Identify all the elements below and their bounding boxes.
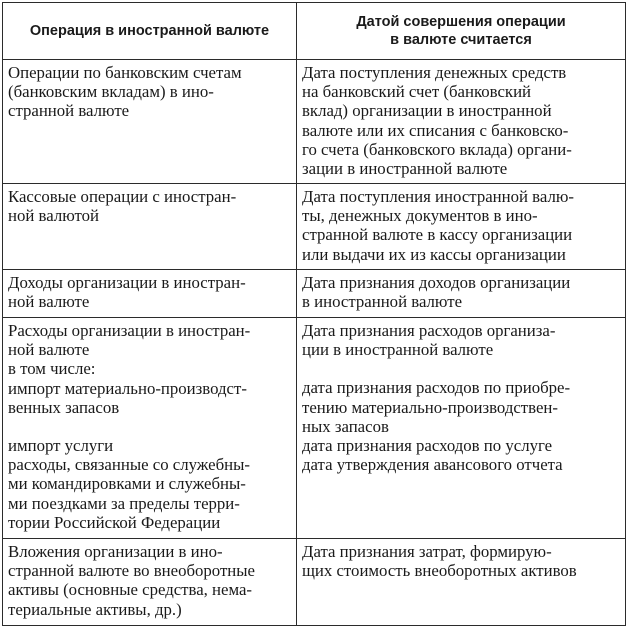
table-header-row [3, 3, 626, 60]
date-text-line: го счета (банковского вклада) органи- [302, 139, 572, 159]
operation-text-line: импорт услуги [8, 436, 114, 456]
operation-text-line: Вложения организации в ино- [8, 542, 223, 561]
operation-text-line: ной валюте [8, 340, 90, 360]
operation-text-line: импорт материально-производст- [8, 378, 247, 398]
date-text-line: ции в иностранной валюте [302, 340, 494, 360]
date-text-line: Дата поступления денежных средств [302, 63, 567, 82]
currency-operations-table [2, 2, 626, 626]
date-text-line: или выдачи их из кассы организации [302, 244, 566, 264]
header-date-line2: в валюте считается [390, 32, 532, 48]
table-row [3, 318, 626, 539]
date-text-line: вклад) организации в иностранной [302, 101, 552, 121]
operation-text-line: активы (основные средства, нема- [8, 580, 253, 600]
date-cell [297, 60, 626, 184]
date-text-line: Дата признания затрат, формирую- [302, 542, 552, 561]
operation-text-line: странной валюте [8, 101, 130, 121]
operation-cell [3, 60, 297, 184]
operation-cell [3, 318, 297, 539]
header-date [297, 3, 626, 60]
date-text-line: Дата признания доходов организации [302, 273, 571, 292]
date-text-line: на банковский счет (банковский [302, 82, 532, 102]
operation-text-line: расходы, связанные со служебны- [8, 455, 250, 475]
date-text-line: ты, денежных документов в ино- [302, 206, 538, 226]
blank-line [302, 359, 620, 378]
operation-text-line: ми командировками и служебны- [8, 474, 246, 494]
operation-text-line: тории Российской Федерации [8, 512, 221, 532]
table-row [3, 60, 626, 184]
date-text-line: Дата поступления иностранной валю- [302, 187, 574, 206]
header-operation-label: Операция в иностранной валюте [29, 23, 270, 39]
operation-text-line: териальные активы, др.) [8, 599, 182, 619]
operation-text-line: странной валюте во внеоборотные [8, 561, 255, 581]
date-text-line: валюте или их списания с банковско- [302, 120, 569, 140]
header-operation [3, 3, 297, 60]
operation-cell [3, 270, 297, 318]
header-date-line1: Датой совершения операции [356, 14, 566, 30]
date-text-line: дата признания расходов по приобре- [302, 378, 571, 398]
operation-text-line: Кассовые операции с иностран- [8, 187, 237, 206]
operation-text-line: Доходы организации в иностран- [8, 273, 246, 292]
operation-text-line: Расходы организации в иностран- [8, 321, 251, 340]
table-row [3, 184, 626, 270]
operation-text-line: ми поездками за пределы терри- [8, 493, 240, 513]
date-cell [297, 318, 626, 539]
blank-line [8, 417, 291, 436]
date-text-line: Дата признания расходов организа- [302, 321, 556, 340]
operation-cell [3, 184, 297, 270]
date-text-line: тению материально-производствен- [302, 397, 558, 417]
table-row [3, 270, 626, 318]
date-text-line: зации в иностранной валюте [302, 159, 508, 179]
operation-text-line: венных запасов [8, 397, 120, 417]
operation-text-line: ной валюте [8, 292, 90, 312]
date-text-line: странной валюте в кассу организации [302, 225, 573, 245]
date-text-line: щих стоимость внеоборотных активов [302, 561, 577, 581]
date-text-line: в иностранной валюте [302, 292, 463, 312]
date-cell [297, 184, 626, 270]
date-cell [297, 539, 626, 626]
date-text-line: ных запасов [302, 416, 389, 436]
operation-text-line: Операции по банковским счетам [8, 63, 242, 82]
operation-text-line: в том числе: [8, 359, 96, 379]
table-row [3, 539, 626, 626]
operation-text-line: ной валютой [8, 206, 100, 226]
operation-text-line: (банковским вкладам) в ино- [8, 82, 214, 102]
date-text-line: дата утверждения авансового отчета [302, 455, 563, 475]
date-text-line: дата признания расходов по услуге [302, 436, 553, 456]
date-cell [297, 270, 626, 318]
operation-cell [3, 539, 297, 626]
